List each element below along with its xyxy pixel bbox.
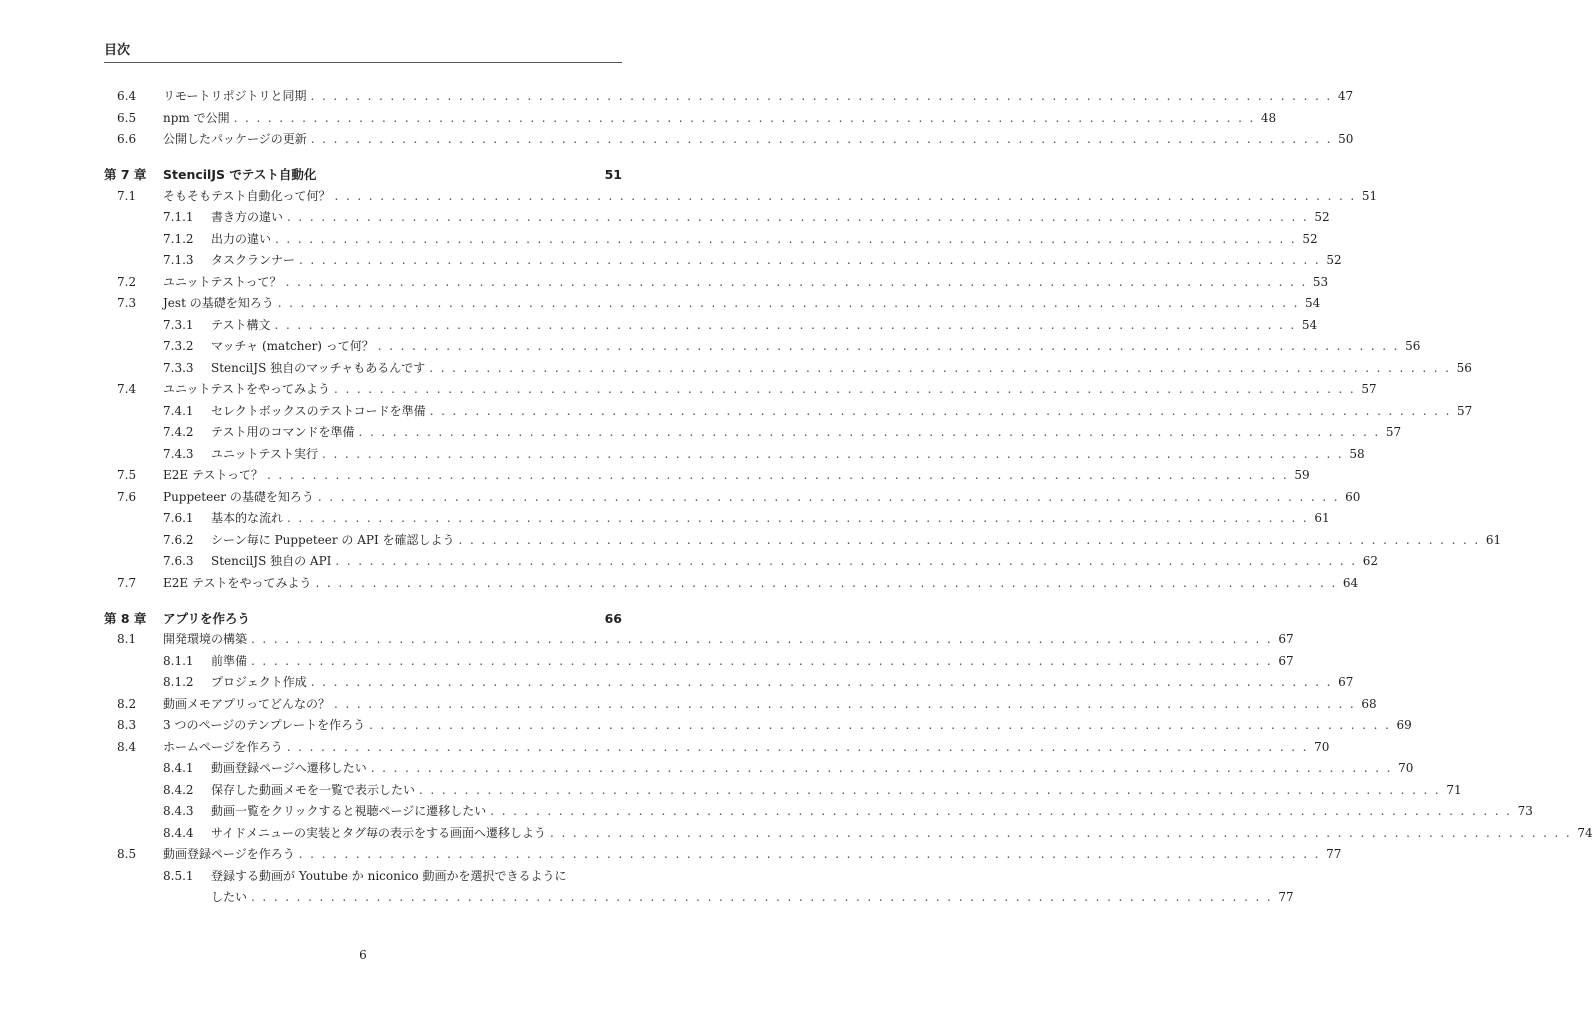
entry-page-number: 77	[1326, 847, 1342, 861]
toc-chapter-entry[interactable]	[104, 164, 622, 186]
entry-page-number: 58	[1349, 446, 1365, 461]
toc-section-entry[interactable]	[104, 379, 1377, 401]
dot-leader: ..........................................................................................	[274, 317, 1302, 332]
entry-page-number: 77	[1278, 890, 1294, 904]
entry-number: 8.1.2	[163, 675, 194, 689]
dot-leader: ..........................................................................................	[370, 761, 1399, 775]
entry-title[interactable]: 3 つのページのテンプレートを作ろう	[163, 715, 369, 737]
entry-title[interactable]: 書き方の違い	[211, 207, 287, 229]
entry-page-number: 54	[1305, 296, 1321, 310]
entry-page-number: 47	[1337, 89, 1354, 103]
entry-title[interactable]: プロジェクト作成	[211, 672, 311, 694]
dot-leader: ..........................................................................................	[335, 554, 1363, 568]
entry-title[interactable]: サイドメニューの実装とタグ毎の表示をする画面へ遷移しよう	[211, 823, 550, 845]
toc-subsection-entry[interactable]	[104, 887, 1294, 909]
entry-number: 7.3.2	[163, 339, 194, 353]
dot-leader: ..........................................................................................	[298, 847, 1327, 861]
entry-page-number: 54	[1301, 317, 1318, 332]
toc-subsection-entry[interactable]	[104, 780, 1462, 802]
entry-title[interactable]: StencilJS 独自の API	[211, 551, 335, 573]
toc-subsection-entry[interactable]	[104, 758, 1414, 780]
entry-title[interactable]: 保存した動画メモを一覧で表示したい	[211, 780, 419, 802]
dot-leader: ..........................................................................................	[310, 89, 1338, 103]
dot-leader: ..........................................................................................	[322, 446, 1350, 461]
entry-page-number: 59	[1294, 468, 1310, 482]
toc-subsection-entry[interactable]	[104, 315, 1318, 337]
entry-title[interactable]: Puppeteer の基礎を知ろう	[163, 487, 318, 509]
toc-section-entry[interactable]	[104, 715, 1412, 737]
entry-page-number: 52	[1326, 253, 1342, 267]
dot-leader: ..........................................................................................	[287, 511, 1315, 525]
toc-subsection-entry[interactable]	[104, 801, 1533, 823]
entry-number: 8.4.4	[163, 825, 194, 840]
toc-subsection-entry[interactable]	[104, 444, 1365, 466]
entry-title[interactable]: マッチャ (matcher) って何？	[211, 336, 378, 358]
dot-leader: ..........................................................................................	[369, 718, 1397, 732]
entry-number: 7.3	[117, 296, 137, 310]
entry-page-number: 57	[1361, 382, 1377, 396]
entry-title[interactable]: 出力の違い	[211, 229, 275, 251]
toc-subsection-entry[interactable]	[104, 551, 1379, 573]
entry-page-number: 62	[1362, 554, 1379, 568]
entry-page-number: 74	[1577, 825, 1593, 840]
toc-subsection-entry[interactable]	[104, 508, 1330, 530]
entry-page-number: 56	[1405, 339, 1421, 353]
toc-section-entry[interactable]	[104, 487, 1361, 509]
entry-page-number: 57	[1385, 425, 1402, 439]
entry-page-number: 51	[604, 167, 622, 182]
toc-chapter-entry[interactable]	[104, 608, 622, 630]
entry-number: 7.3.1	[163, 317, 194, 332]
entry-number: 7.1.3	[163, 253, 194, 267]
entry-page-number: 60	[1345, 489, 1361, 504]
entry-page-number: 66	[604, 610, 622, 626]
entry-number: 7.4.1	[163, 403, 194, 418]
toc-subsection-entry[interactable]	[104, 422, 1402, 444]
entry-page-number: 68	[1361, 696, 1377, 711]
entry-page-number: 50	[1338, 132, 1354, 146]
entry-title[interactable]: StencilJS でテスト自動化	[163, 164, 320, 186]
dot-leader: ..........................................................................................	[429, 360, 1457, 375]
toc-section-entry[interactable]	[104, 108, 1277, 130]
entry-number: 8.5	[117, 847, 137, 861]
toc-subsection-entry[interactable]	[104, 401, 1473, 423]
dot-leader: ..........................................................................................	[490, 804, 1518, 818]
dot-leader: ..........................................................................................	[267, 468, 1295, 482]
entry-title[interactable]: npm で公開	[163, 108, 234, 130]
entry-number: 7.6.1	[163, 511, 194, 525]
table-of-contents	[104, 86, 1593, 909]
dot-leader: ..........................................................................................	[419, 782, 1447, 797]
entry-number: 7.7	[117, 575, 137, 590]
entry-number: 6.6	[117, 132, 137, 146]
entry-page-number: 52	[1302, 231, 1318, 246]
entry-number: 第 7 章	[104, 167, 147, 182]
toc-section-entry[interactable]	[104, 293, 1321, 315]
entry-title[interactable]: 前準備	[211, 651, 251, 673]
dot-leader: ..........................................................................................	[285, 274, 1313, 289]
entry-number: 7.6.3	[163, 554, 194, 568]
entry-page-number: 70	[1314, 739, 1330, 754]
entry-title[interactable]: タスクランナー	[211, 250, 299, 272]
entry-number: 8.2	[117, 696, 137, 711]
entry-page-number: 70	[1398, 761, 1414, 775]
entry-number: 7.4.3	[163, 446, 194, 461]
entry-title[interactable]: シーン毎に Puppeteer の API を確認しよう	[211, 530, 459, 552]
dot-leader: ..........................................................................................	[550, 825, 1578, 840]
entry-title[interactable]: 登録する動画が Youtube か niconico 動画かを選択できるように	[211, 866, 570, 888]
entry-page-number: 53	[1312, 274, 1329, 289]
entry-page-number: 67	[1278, 632, 1294, 646]
entry-title[interactable]: 公開したパッケージの更新	[163, 129, 311, 151]
dot-leader: ..........................................................................................	[286, 739, 1315, 754]
entry-title[interactable]: 基本的な流れ	[211, 508, 287, 530]
entry-page-number: 51	[1361, 188, 1378, 203]
page-number: 6	[359, 948, 367, 962]
toc-subsection-entry[interactable]	[104, 358, 1472, 380]
toc-subsection-entry[interactable]	[104, 530, 1502, 552]
entry-number: 7.6.2	[163, 532, 194, 547]
entry-title[interactable]: そもそもテスト自動化って何？	[163, 186, 335, 208]
entry-title[interactable]: 動画一覧をクリックすると視聴ページに遷移したい	[211, 801, 490, 823]
entry-number: 7.4.2	[163, 425, 194, 439]
dot-leader: ..........................................................................................	[233, 110, 1261, 125]
dot-leader: ..........................................................................................	[429, 403, 1457, 418]
entry-page-number: 61	[1314, 511, 1330, 525]
toc-subsection-entry[interactable]	[104, 207, 1330, 229]
entry-title[interactable]: E2E テストって？	[163, 465, 267, 487]
entry-page-number: 61	[1485, 532, 1502, 547]
entry-number: 6.5	[117, 110, 137, 125]
entry-title[interactable]: テスト構文	[211, 315, 275, 337]
entry-number: 8.3	[117, 718, 137, 732]
entry-page-number: 73	[1517, 804, 1533, 818]
toc-subsection-entry[interactable]	[104, 229, 1318, 251]
toc-section-entry[interactable]	[104, 186, 1378, 208]
dot-leader: ..........................................................................................	[299, 253, 1327, 267]
entry-title[interactable]: ユニットテスト実行	[211, 444, 322, 466]
dot-leader: ..........................................................................................	[251, 632, 1279, 646]
entry-number: 8.1.1	[163, 653, 194, 668]
entry-page-number: 67	[1338, 675, 1354, 689]
toc-subsection-entry[interactable]	[104, 672, 1354, 694]
dot-leader: ..........................................................................................	[310, 675, 1339, 689]
entry-number: 7.3.3	[163, 360, 194, 375]
dot-leader: ..........................................................................................	[458, 532, 1486, 547]
toc-section-entry[interactable]	[104, 573, 1359, 595]
entry-page-number: 52	[1314, 210, 1330, 224]
entry-title[interactable]: ユニットテストって？	[163, 272, 286, 294]
toc-section-entry[interactable]	[104, 694, 1377, 716]
toc-subsection-entry[interactable]	[104, 250, 1342, 272]
toc-subsection-entry[interactable]	[104, 866, 622, 888]
toc-section-entry[interactable]	[104, 629, 1294, 651]
entry-number: 7.1.1	[163, 210, 194, 224]
entry-title[interactable]: ユニットテストをやってみよう	[163, 379, 334, 401]
dot-leader: ..........................................................................................	[334, 188, 1362, 203]
entry-title[interactable]: 開発環境の構築	[163, 629, 251, 651]
entry-page-number: 56	[1456, 360, 1472, 375]
entry-number: 6.4	[117, 89, 137, 103]
dot-leader: ..........................................................................................	[275, 231, 1303, 246]
entry-page-number: 71	[1446, 782, 1462, 797]
entry-number: 7.5	[117, 468, 137, 482]
entry-number: 7.4	[117, 382, 137, 396]
entry-title[interactable]: リモートリポジトリと同期	[163, 86, 311, 108]
dot-leader: ..........................................................................................	[377, 339, 1406, 353]
entry-page-number: 64	[1342, 575, 1359, 590]
entry-number: 8.4.3	[163, 804, 194, 818]
entry-title[interactable]: Jest の基礎を知ろう	[163, 293, 278, 315]
entry-page-number: 67	[1278, 653, 1294, 668]
entry-title[interactable]: 動画登録ページへ遷移したい	[211, 758, 371, 780]
dot-leader: ..........................................................................................	[251, 890, 1279, 904]
dot-leader: ..........................................................................................	[317, 489, 1346, 504]
header-rule	[104, 62, 622, 63]
entry-number: 7.2	[117, 274, 137, 289]
toc-section-entry[interactable]	[104, 86, 1354, 108]
entry-page-number: 57	[1457, 403, 1473, 418]
dot-leader: ..........................................................................................	[277, 296, 1306, 310]
entry-number: 8.4.2	[163, 782, 194, 797]
toc-subsection-entry[interactable]	[104, 336, 1421, 358]
entry-number: 8.4.1	[163, 761, 194, 775]
entry-number: 7.6	[117, 489, 137, 504]
entry-title[interactable]: 動画登録ページを作ろう	[163, 844, 299, 866]
dot-leader: ..........................................................................................	[310, 132, 1339, 146]
entry-page-number: 48	[1260, 110, 1277, 125]
dot-leader: ..........................................................................................	[358, 425, 1386, 439]
entry-title[interactable]: StencilJS 独自のマッチャもあるんです	[211, 358, 429, 380]
entry-title[interactable]: ホームページを作ろう	[163, 737, 287, 759]
entry-page-number: 69	[1396, 718, 1412, 732]
entry-title[interactable]: セレクトボックスのテストコードを準備	[211, 401, 430, 423]
entry-number: 第 8 章	[104, 610, 147, 626]
dot-leader: ..........................................................................................	[334, 696, 1362, 711]
toc-subsection-entry[interactable]	[104, 651, 1294, 673]
dot-leader: ..........................................................................................	[334, 382, 1362, 396]
entry-title[interactable]: E2E テストをやってみよう	[163, 573, 316, 595]
entry-title[interactable]: したい	[211, 887, 251, 909]
entry-number: 8.4	[117, 739, 137, 754]
dot-leader: ..........................................................................................	[251, 653, 1279, 668]
entry-number: 8.5.1	[163, 868, 194, 883]
dot-leader: ..........................................................................................	[315, 575, 1343, 590]
entry-number: 7.1.2	[163, 231, 194, 246]
toc-section-entry[interactable]	[104, 465, 1310, 487]
toc-subsection-entry[interactable]	[104, 823, 1593, 845]
entry-number: 7.1	[117, 188, 137, 203]
toc-section-entry[interactable]	[104, 129, 1354, 151]
entry-title[interactable]: アプリを作ろう	[163, 608, 254, 630]
entry-title[interactable]: 動画メモアプリってどんなの？	[163, 694, 334, 716]
toc-section-entry[interactable]	[104, 844, 1342, 866]
entry-number: 8.1	[117, 632, 137, 646]
entry-title[interactable]: テスト用のコマンドを準備	[211, 422, 359, 444]
running-header: 目次	[104, 43, 131, 58]
dot-leader: ..........................................................................................	[287, 210, 1315, 224]
toc-section-entry[interactable]	[104, 737, 1330, 759]
toc-section-entry[interactable]	[104, 272, 1329, 294]
